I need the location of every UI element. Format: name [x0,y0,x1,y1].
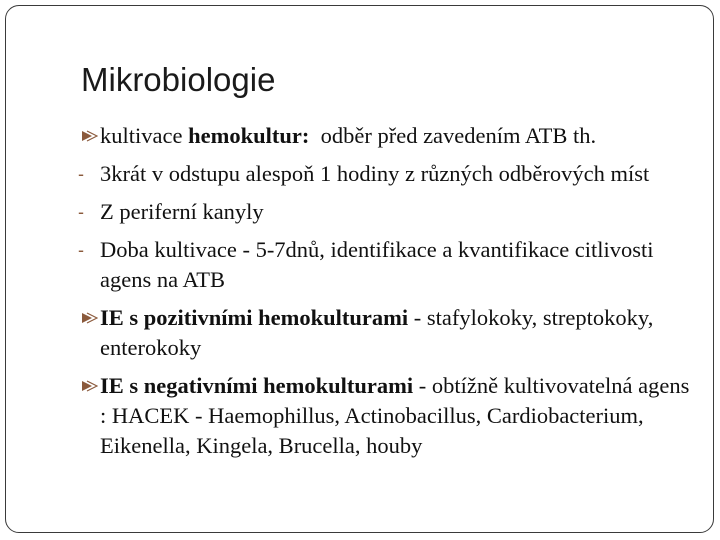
arrow-icon [80,379,98,393]
bullet-text: IE s pozitivními hemokulturami - stafylokoky, streptokoky, enterokoky [100,305,654,360]
bullet-text: kultivace hemokultur: odběr před zavedením ATB th. [100,123,597,148]
slide-title: Mikrobiologie [81,61,276,98]
arrow-icon [80,129,98,143]
sub-item-periferni [80,197,700,227]
bullet-item-pozitivni [80,303,700,363]
dash-marker: - [78,240,84,260]
bullet-list [80,121,700,469]
sub-item-text: 3krát v odstupu alespoň 1 hodiny z různých odběrových míst [100,161,650,186]
sub-item-3x [80,159,700,189]
bullet-item-negativni [80,371,700,461]
dash-marker: - [78,164,84,184]
dash-marker: - [78,202,84,222]
sub-item-text: Doba kultivace - 5-7dnů, identifikace a kvantifikace citlivosti agens na ATB [100,237,654,292]
arrow-icon [80,311,98,325]
sub-item-doba-kultivace [80,235,700,295]
bullet-item-hemokultur [80,121,700,151]
bullet-text: IE s negativními hemokulturami - obtížně kultivovatelná agens : HACEK - Haemophillus, Actinobacillus, Cardiobacterium, Eikenella, Kingela, Brucella, houby [100,373,690,458]
sub-item-text: Z periferní kanyly [100,199,264,224]
